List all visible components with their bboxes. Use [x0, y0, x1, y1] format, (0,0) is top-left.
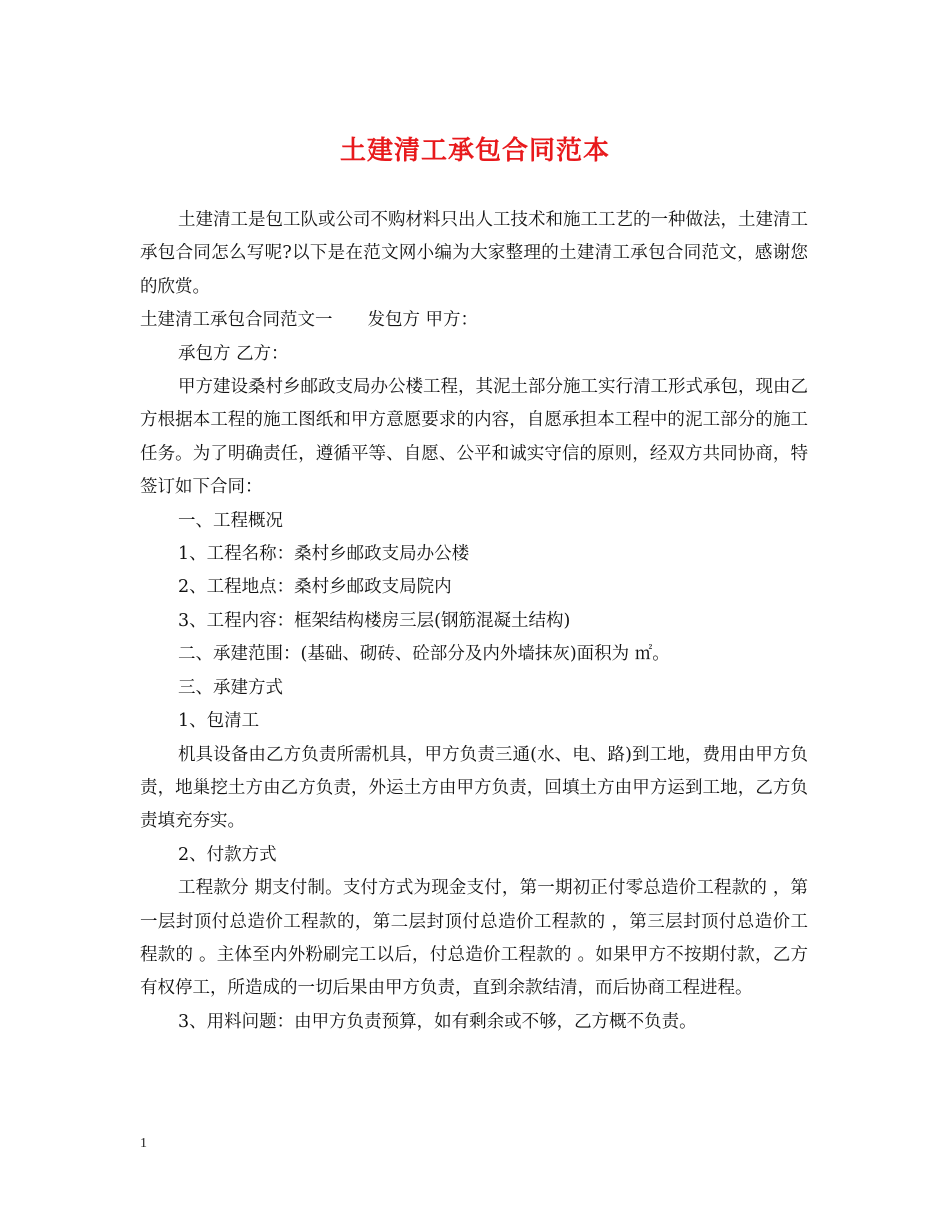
section-heading: 二、承建范围：(基础、砌砖、砼部分及内外墙抹灰)面积为 ㎡。 — [178, 644, 670, 665]
paragraph: 土建清工是包工队或公司不购材料只出人工技术和施工工艺的一种做法，土建清工承包合同怎么写呢?以下是在范文网小编为大家整理的土建清工承包合同范文，感谢您的欣赏。 — [140, 210, 808, 297]
paragraph: 2、工程地点：桑村乡邮政支局院内 — [178, 577, 452, 598]
section-heading: 三、承建方式 — [178, 677, 283, 698]
paragraph: 1、工程名称：桑村乡邮政支局办公楼 — [178, 544, 470, 565]
document-title: 土建清工承包合同范本 — [339, 136, 610, 166]
paragraph: 3、用料问题：由甲方负责预算，如有剩余或不够，乙方概不负责。 — [178, 1011, 697, 1032]
paragraph: 工程款分 期支付制。支付方式为现金支付，第一期初正付零总造价工程款的 ，第一层封顶付总造价工程款的，第二层封顶付总造价工程款的 ，第三层封顶付总造价工程款的 。主体至内外粉刷完工以后，付总造价工程款的 。如果甲方不按期付款，乙方有权停工，所造成的一切后果由甲方负责，直到余款结清，而后协商工程进程。 — [140, 878, 808, 999]
paragraph: 1、包清工 — [178, 711, 260, 732]
paragraph: 承包方 乙方： — [178, 343, 289, 364]
section-heading: 一、工程概况 — [178, 510, 283, 531]
paragraph: 3、工程内容：框架结构楼房三层(钢筋混凝土结构) — [178, 610, 571, 631]
paragraph: 土建清工承包合同范文一 发包方 甲方： — [140, 310, 479, 331]
document-body — [140, 204, 808, 1039]
paragraph: 机具设备由乙方负责所需机具，甲方负责三通(水、电、路)到工地，费用由甲方负责，地巢挖土方由乙方负责，外运土方由甲方负责，回填土方由甲方运到工地，乙方负责填充夯实。 — [140, 744, 808, 832]
paragraph: 2、付款方式 — [178, 844, 277, 865]
paragraph: 甲方建设桑村乡邮政支局办公楼工程，其泥土部分施工实行清工形式承包，现由乙方根据本工程的施工图纸和甲方意愿要求的内容，自愿承担本工程中的泥工部分的施工任务。为了明确责任，遵循平等、自愿、公平和诚实守信的原则，经双方共同协商，特签订如下合同： — [140, 377, 808, 498]
page-number: 1 — [140, 1136, 147, 1151]
